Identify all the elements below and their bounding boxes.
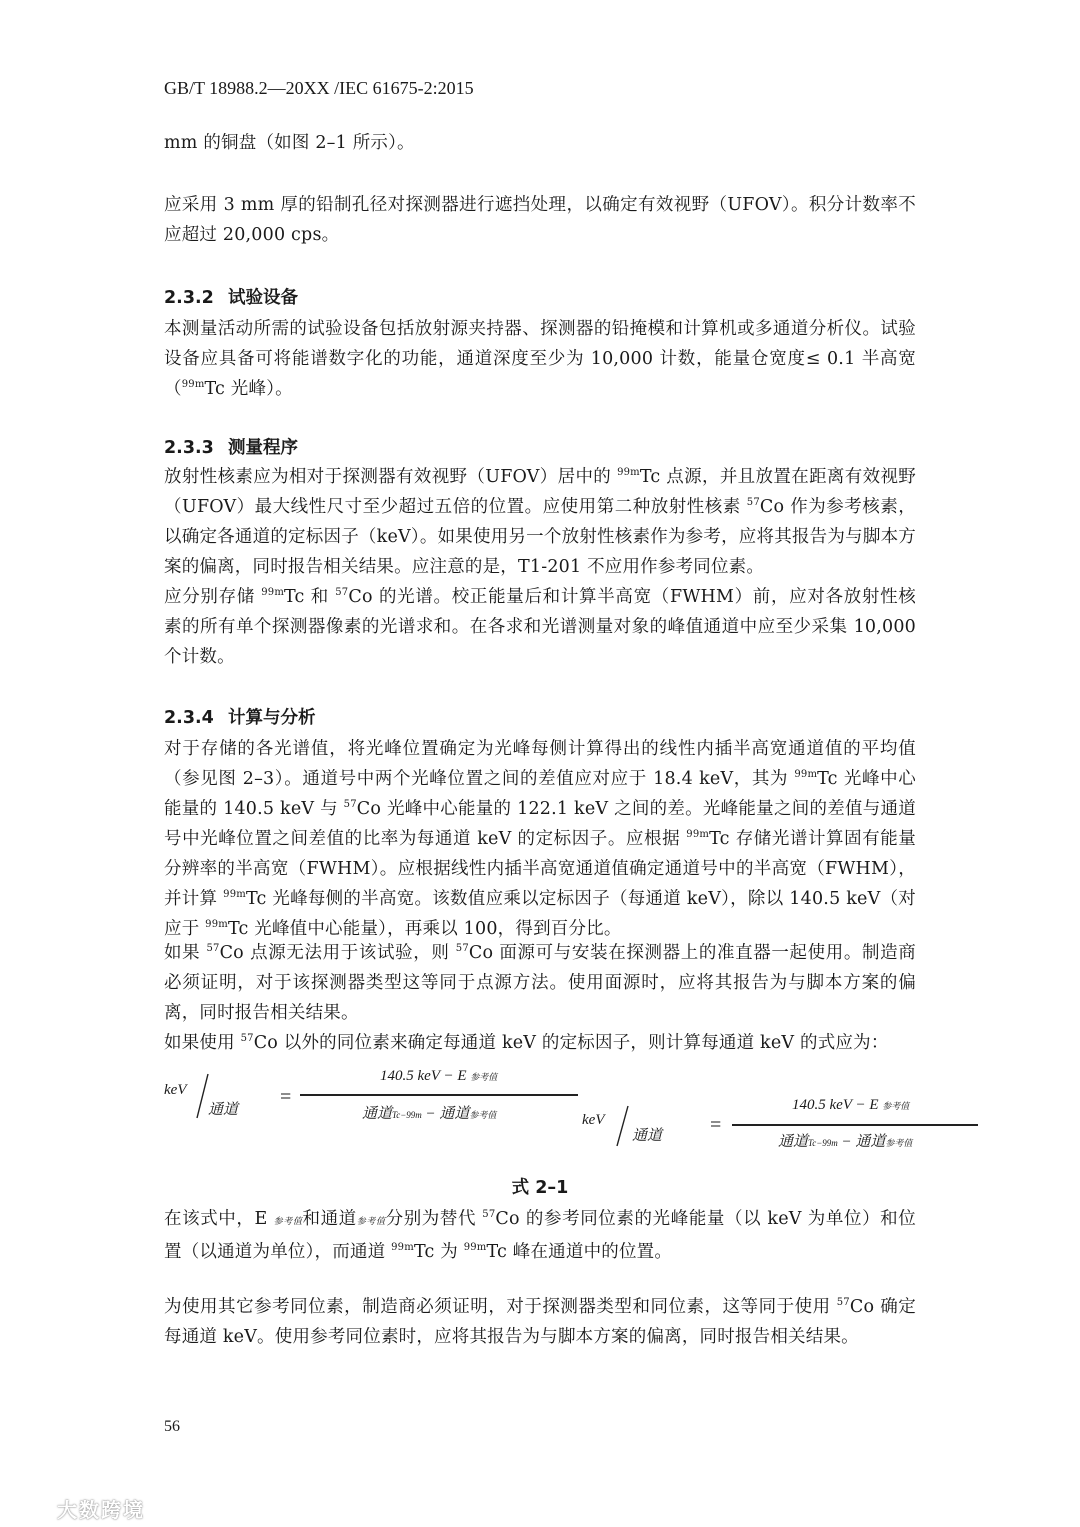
- paragraph-measurement-procedure-2: 应分别存储 $^{99m}$Tc 和 $^{57}$Co 的光谱。校正能量后和计算半高宽（FWHM）前，应对各放射性核素的所有单个探测器像素的光谱求和。在各求和光谱测量对象的峰值通道中应至少采集 10,000 个计数。: [164, 587, 916, 667]
- paragraph-formula-explanation: 在该式中，E 参考值和通道参考值分别为替代 $^{57}$Co 的参考同位素的光峰能量（以 keV 为单位）和位置（以通道为单位），而通道 $^{99m}$Tc 为 $^{99m}$Tc 峰在通道中的位置。: [164, 1209, 916, 1262]
- section-number: 2.3.3: [164, 438, 214, 458]
- equation-label: 式 2–1: [511, 1178, 569, 1198]
- section-title: 测量程序: [228, 438, 298, 458]
- paragraph-measurement-procedure-1: 放射性核素应为相对于探测器有效视野（UFOV）居中的 $^{99m}$Tc 点源，并且放置在距离有效视野（UFOV）最大线性尺寸至少超过五倍的位置。应使用第二种放射性核素 $^{57}$Co 作为参考核素，以确定各通道的定标因子（keV）。如果使用另一个放射性核素作为参考，应将其报告为与脚本方案的偏离，同时报告相关结果。应注意的是，T1-201 不应用作参考同位素。: [164, 467, 917, 577]
- formula-denominator: 通道Tc−99m − 通道参考值: [778, 1134, 913, 1150]
- formula-lhs-denominator: 通道: [208, 1102, 239, 1118]
- paragraph-other-reference-isotope: 为使用其它参考同位素，制造商必须证明，对于探测器类型和同位素，这等同于使用 $^{57}$Co 确定每通道 keV。使用参考同位素时，应将其报告为与脚本方案的偏离，同时报告相关结果。: [164, 1297, 916, 1347]
- section-title: 试验设备: [228, 288, 298, 308]
- section-title: 计算与分析: [228, 708, 316, 728]
- paragraph-calculation-2: 如果 $^{57}$Co 点源无法用于该试验，则 $^{57}$Co 面源可与安装在探测器上的准直器一起使用。制造商必须证明，对于该探测器类型这等同于点源方法。使用面源时，应将其报告为与脚本方案的偏离，同时报告相关结果。: [164, 943, 917, 1023]
- formula-denominator: 通道Tc−99m − 通道参考值: [362, 1106, 497, 1122]
- section-heading-2-3-2: [164, 284, 298, 309]
- fraction-bar: [300, 1094, 578, 1096]
- paragraph-lead-aperture: 应采用 3 mm 厚的铅制孔径对探测器进行遮挡处理，以确定有效视野（UFOV）。积分计数率不应超过 20,000 cps。: [164, 195, 916, 245]
- section-heading-2-3-4: [164, 704, 316, 729]
- formula-equals: =: [710, 1114, 722, 1136]
- formula-lhs-numerator: keV: [582, 1112, 605, 1128]
- formula-lhs-denominator: 通道: [632, 1128, 663, 1144]
- page-number: 56: [164, 1418, 180, 1435]
- paragraph-copper-disk: mm 的铜盘（如图 2–1 所示）。: [164, 133, 415, 153]
- formula-lhs-numerator: keV: [164, 1082, 187, 1098]
- fraction-bar: [732, 1124, 978, 1126]
- slash-divider: [614, 1104, 632, 1148]
- paragraph-calculation-1: 对于存储的各光谱值，将光峰位置确定为光峰每侧计算得出的线性内插半高宽通道值的平均值（参见图 2–3）。通道号中两个光峰位置之间的差值应对应于 18.4 keV，其为 $^{99m}$Tc 光峰中心能量的 140.5 keV 与 $^{57}$Co 光峰中心能量的 122.1 keV 之间的差。光峰能量之间的差值与通道号中光峰位置之间差值的比率为每通道 keV 的定标因子。应根据 $^{99m}$Tc 存储光谱计算固有能量分辨率的半高宽（FWHM）。应根据线性内插半高宽通道值确定通道号中的半高宽（FWHM），并计算 $^{99m}$Tc 光峰每侧的半高宽。该数值应乘以定标因子（每通道 keV），除以 140.5 keV（对应于 $^{99m}$Tc 光峰值中心能量），再乘以 100，得到百分比。: [164, 739, 917, 939]
- formula-numerator: 140.5 keV − E 参考值: [380, 1068, 498, 1084]
- formula-equals: =: [280, 1086, 292, 1108]
- section-number: 2.3.2: [164, 288, 214, 308]
- section-number: 2.3.4: [164, 708, 214, 728]
- document-id: GB/T 18988.2—20XX /IEC 61675-2:2015: [164, 78, 474, 98]
- paragraph-test-equipment: 本测量活动所需的试验设备包括放射源夹持器、探测器的铅掩模和计算机或多通道分析仪。试验设备应具备可将能谱数字化的功能，通道深度至少为 10,000 计数，能量仓宽度≤ 0.1 半高宽（$^{99m}$Tc 光峰）。: [164, 319, 916, 399]
- paragraph-calculation-3: 如果使用 $^{57}$Co 以外的同位素来确定每通道 keV 的定标因子，则计算每通道 keV 的式应为：: [164, 1033, 889, 1053]
- section-heading-2-3-3: [164, 434, 298, 459]
- watermark-logo: 大数跨境: [14, 1494, 145, 1523]
- formula-numerator: 140.5 keV − E 参考值: [792, 1097, 910, 1113]
- watermark-icon: [14, 1501, 48, 1523]
